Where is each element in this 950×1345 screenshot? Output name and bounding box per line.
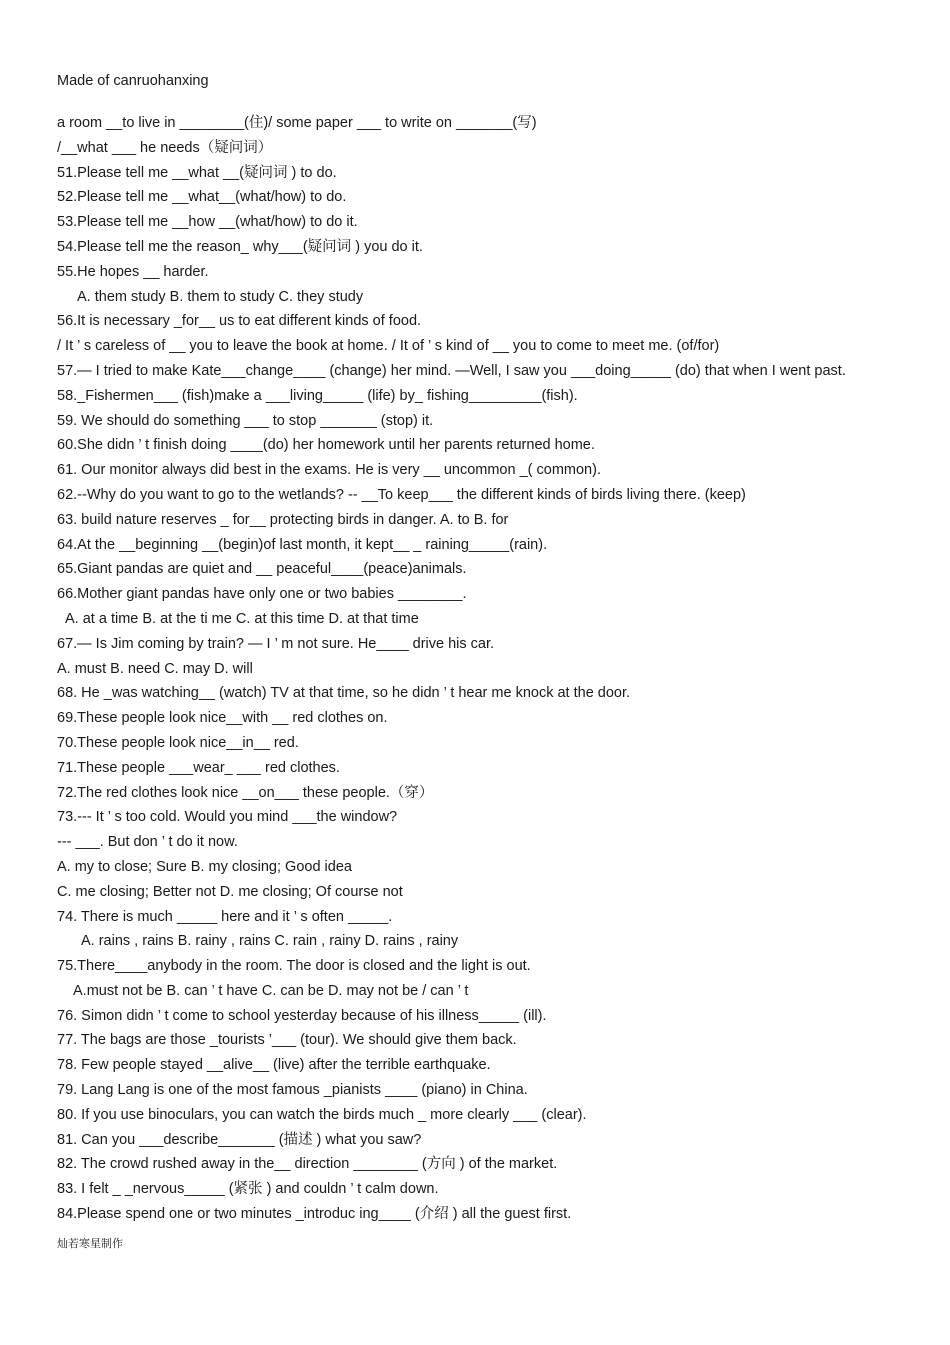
exercise-line: 59. We should do something ___ to stop _______ (stop) it. <box>57 412 434 429</box>
exercise-line: 57.— I tried to make Kate___change____ (change) her mind. —Well, I saw you ___doing_____ (do) that when I went past. <box>57 362 846 379</box>
exercise-line: --- ___. But don ’ t do it now. <box>57 834 238 851</box>
exercise-line: 72.The red clothes look nice __on___ these people.（穿） <box>57 784 434 801</box>
exercise-list <box>57 113 927 1229</box>
exercise-line: 58._Fishermen___ (fish)make a ___living_____ (life) by_ fishing_________(fish). <box>57 387 578 404</box>
page-header: Made of canruohanxing <box>57 73 209 89</box>
exercise-line: 83. I felt _ _nervous_____ (紧张 ) and couldn ’ t calm down. <box>57 1181 439 1198</box>
exercise-line: 53.Please tell me __how __(what/how) to do it. <box>57 214 358 231</box>
answer-options: C. me closing; Better not D. me closing; Of course not <box>57 883 403 900</box>
exercise-line: /__what ___ he needs（疑问词） <box>57 139 273 156</box>
exercise-line: 62.--Why do you want to go to the wetlands? -- __To keep___ the different kinds of birds living there. (keep) <box>57 486 746 503</box>
exercise-line: 78. Few people stayed __alive__ (live) after the terrible earthquake. <box>57 1057 491 1074</box>
exercise-line: 67.— Is Jim coming by train? — I ’ m not sure. He____ drive his car. <box>57 635 495 652</box>
exercise-line: 76. Simon didn ’ t come to school yesterday because of his illness_____ (ill). <box>57 1007 547 1024</box>
exercise-line: / It ’ s careless of __ you to leave the book at home. / It of ’ s kind of __ you to come to meet me. (of/for) <box>57 338 720 355</box>
answer-options: A. at a time B. at the ti me C. at this time D. at that time <box>65 610 419 627</box>
exercise-line: 65.Giant pandas are quiet and __ peaceful____(peace)animals. <box>57 561 467 578</box>
exercise-line: 73.--- It ’ s too cold. Would you mind ___the window? <box>57 809 398 826</box>
exercise-line: 79. Lang Lang is one of the most famous _pianists ____ (piano) in China. <box>57 1082 528 1099</box>
exercise-line: 51.Please tell me __what __(疑问词 ) to do. <box>57 164 337 181</box>
exercise-line: 77. The bags are those _tourists ’___ (tour). We should give them back. <box>57 1032 517 1049</box>
exercise-line: 68. He _was watching__ (watch) TV at that time, so he didn ’ t hear me knock at the door. <box>57 685 631 702</box>
answer-options: A. rains , rains B. rainy , rains C. rain , rainy D. rains , rainy <box>81 933 459 950</box>
exercise-line: 60.She didn ’ t finish doing ____(do) her homework until her parents returned home. <box>57 437 595 454</box>
exercise-line: 64.At the __beginning __(begin)of last month, it kept__ _ raining_____(rain). <box>57 536 548 553</box>
exercise-line: 74. There is much _____ here and it ’ s often _____. <box>57 908 393 925</box>
exercise-line: 61. Our monitor always did best in the exams. He is very __ uncommon _( common). <box>57 462 601 479</box>
answer-options: A. must B. need C. may D. will <box>57 660 253 677</box>
exercise-line: 63. build nature reserves _ for__ protecting birds in danger. A. to B. for <box>57 511 509 528</box>
exercise-line: 69.These people look nice__with __ red clothes on. <box>57 710 388 727</box>
exercise-line: 84.Please spend one or two minutes _introduc ing____ (介绍 ) all the guest first. <box>57 1206 572 1223</box>
exercise-line: 80. If you use binoculars, you can watch the birds much _ more clearly ___ (clear). <box>57 1106 587 1123</box>
answer-options: A. my to close; Sure B. my closing; Good idea <box>57 858 352 875</box>
page-footer: 灿若寒星制作 <box>57 1237 123 1250</box>
exercise-line: 52.Please tell me __what__(what/how) to do. <box>57 189 347 206</box>
exercise-line: 56.It is necessary _for__ us to eat different kinds of food. <box>57 313 422 330</box>
exercise-line: 71.These people ___wear_ ___ red clothes. <box>57 759 340 776</box>
answer-options: A. them study B. them to study C. they study <box>77 288 364 305</box>
exercise-line: 75.There____anybody in the room. The door is closed and the light is out. <box>57 958 531 975</box>
exercise-line: 70.These people look nice__in__ red. <box>57 734 299 751</box>
exercise-line: 66.Mother giant pandas have only one or two babies ________. <box>57 586 467 603</box>
exercise-line: 82. The crowd rushed away in the__ direction ________ (方向 ) of the market. <box>57 1156 558 1173</box>
exercise-line: 54.Please tell me the reason_ why___(疑问词 ) you do it. <box>57 238 423 255</box>
exercise-line: a room __to live in ________(住)/ some paper ___ to write on _______(写) <box>57 115 537 131</box>
exercise-line: 81. Can you ___describe_______ (描述 ) what you saw? <box>57 1131 422 1148</box>
exercise-line: 55.He hopes __ harder. <box>57 263 209 280</box>
answer-options: A.must not be B. can ’ t have C. can be D. may not be / can ’ t <box>73 982 469 999</box>
